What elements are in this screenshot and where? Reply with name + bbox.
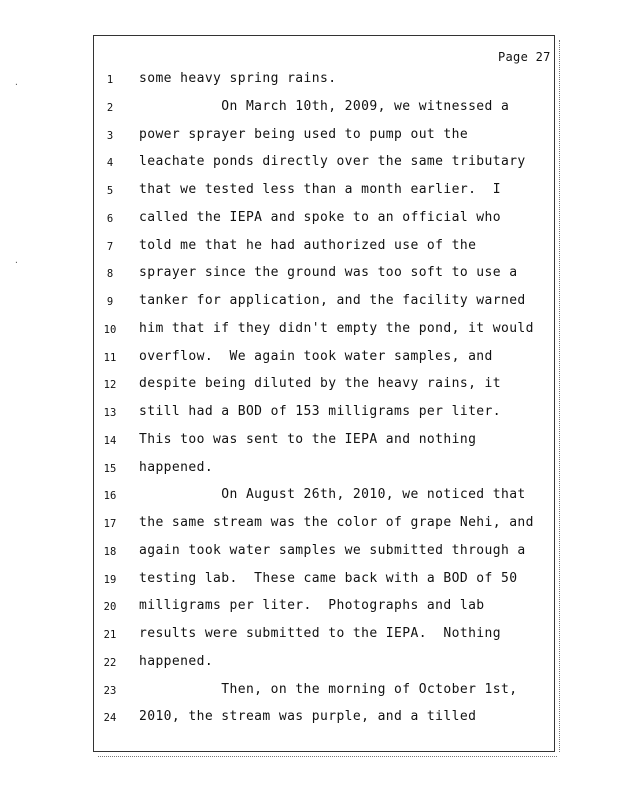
line-text: again took water samples we submitted through a	[139, 542, 526, 558]
line-number: 1	[106, 74, 114, 86]
line-text: the same stream was the color of grape Nehi, and	[139, 515, 534, 530]
transcript-line	[0, 682, 618, 702]
line-text: power sprayer being used to pump out the	[139, 126, 469, 142]
line-text: happened.	[139, 459, 214, 475]
transcript-line	[0, 571, 618, 591]
line-number: 3	[106, 129, 114, 142]
transcript-line	[0, 349, 618, 369]
line-text: sprayer since the ground was too soft to use a	[139, 265, 518, 281]
transcript-line	[0, 598, 618, 618]
line-text: despite being diluted by the heavy rains, it	[139, 376, 501, 392]
line-number: 12	[103, 379, 117, 392]
transcript-line	[0, 210, 618, 230]
line-text: testing lab. These came back with a BOD of 50	[139, 570, 518, 586]
transcript-line	[0, 654, 618, 674]
line-text: still had a BOD of 153 milligrams per liter.	[139, 404, 501, 419]
line-number: 9	[106, 296, 114, 308]
transcript-line	[0, 709, 618, 729]
line-text: results were submitted to the IEPA. Nothing	[139, 626, 501, 641]
line-number: 8	[106, 268, 114, 281]
line-number: 14	[103, 434, 117, 447]
line-text: leachate ponds directly over the same tributary	[139, 154, 526, 170]
line-number: 21	[103, 629, 117, 641]
line-number: 2	[106, 101, 114, 114]
line-number: 10	[103, 323, 117, 336]
line-number: 5	[106, 185, 114, 197]
transcript-line	[0, 182, 618, 202]
line-number: 18	[103, 545, 117, 558]
transcript-line	[0, 487, 618, 507]
line-text: some heavy spring rains.	[139, 71, 337, 86]
line-number: 6	[106, 212, 114, 225]
line-number: 13	[103, 407, 117, 419]
line-text: overflow. We again took water samples, and	[139, 348, 493, 364]
line-number: 7	[106, 240, 114, 253]
line-text: tanker for application, and the facility warned	[139, 293, 526, 308]
line-number: 16	[103, 490, 117, 503]
line-text: On March 10th, 2009, we witnessed a	[139, 98, 510, 114]
transcript-line	[0, 127, 618, 147]
line-number: 11	[103, 351, 117, 364]
transcript-line	[0, 376, 618, 396]
line-text: On August 26th, 2010, we noticed that	[139, 487, 526, 503]
line-number: 22	[103, 656, 117, 669]
scan-mark: ·	[14, 258, 19, 267]
transcript-line	[0, 265, 618, 285]
line-text: that we tested less than a month earlier. I	[139, 182, 501, 197]
line-number: 24	[103, 712, 117, 725]
scan-mark: ·	[14, 80, 19, 89]
transcript-line	[0, 71, 618, 91]
line-number: 4	[106, 157, 114, 170]
line-text: This too was sent to the IEPA and nothing	[139, 431, 477, 447]
transcript-line	[0, 154, 618, 174]
line-text: called the IEPA and spoke to an official who	[139, 209, 501, 225]
line-number: 23	[103, 684, 117, 697]
transcript-line	[0, 543, 618, 563]
line-number: 17	[103, 518, 117, 530]
transcript-line	[0, 515, 618, 535]
transcript-line	[0, 99, 618, 119]
line-number: 15	[103, 462, 117, 475]
transcript-line	[0, 238, 618, 258]
line-text: milligrams per liter. Photographs and lab	[139, 598, 485, 614]
line-text: happened.	[139, 653, 214, 669]
transcript-line	[0, 626, 618, 646]
line-text: told me that he had authorized use of the	[139, 237, 477, 253]
transcript-line	[0, 293, 618, 313]
line-number: 19	[103, 573, 117, 586]
line-text: Then, on the morning of October 1st,	[139, 681, 518, 697]
line-text: 2010, the stream was purple, and a tilled	[139, 709, 477, 725]
transcript-line	[0, 460, 618, 480]
page-number: Page 27	[498, 50, 551, 64]
transcript-line	[0, 404, 618, 424]
line-text: him that if they didn't empty the pond, it would	[139, 320, 534, 336]
transcript-line	[0, 432, 618, 452]
transcript-line	[0, 321, 618, 341]
line-number: 20	[103, 601, 117, 614]
